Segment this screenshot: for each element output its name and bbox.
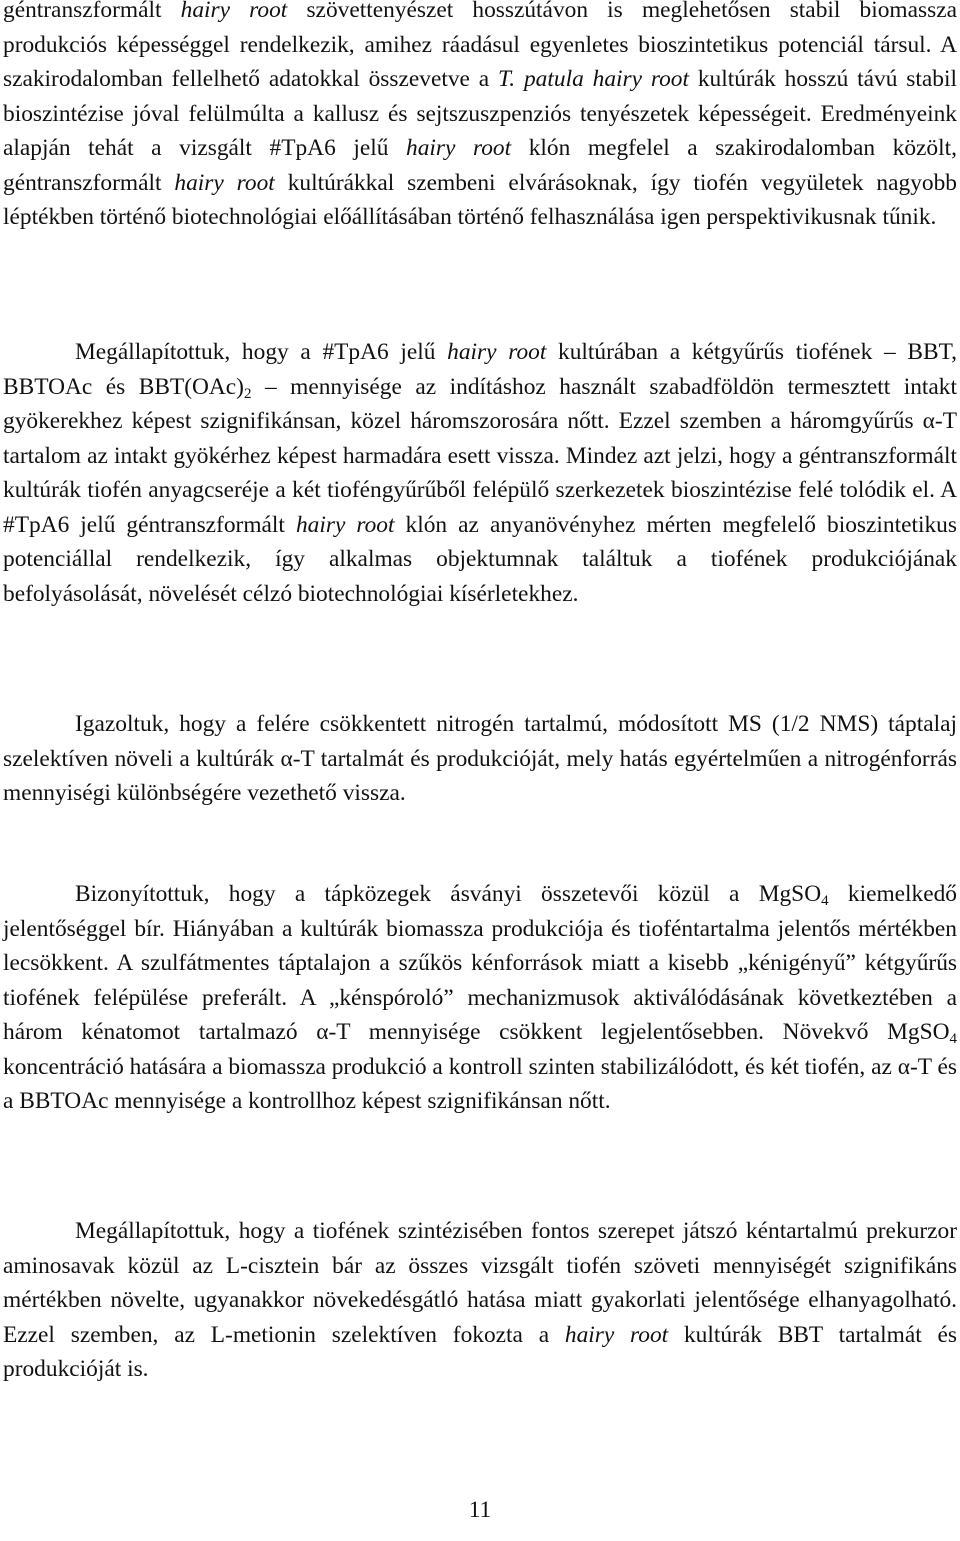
body-text: Igazoltuk, hogy a felére csökkentett nitrogén tartalmú, módosított MS (1/2 NMS) táptalaj szelektíven növeli a kultúrák α-T tartalmát és produkcióját, mely hatás egyértelműen a nitrogénforrás mennyiségi különbségére vezethető vissza. bbox=[3, 711, 957, 806]
paragraph-1 bbox=[3, 0, 957, 235]
body-text: Megállapítottuk, hogy a tiofének szintézisében fontos szerepet játszó kéntartalmú prekurzor aminosavak közül az L-cisztein bár az összes vizsgált tiofén szöveti mennyiségét szignifikáns mértékben növelte, ugyanakkor növekedésgátló hatása miatt gyakorlati jelentősége elhanyagolható. Ezzel szemben, az L-metionin szelektíven fokozta a bbox=[3, 1218, 957, 1348]
italic-text: hairy root bbox=[406, 135, 512, 161]
body-text: Megállapítottuk, hogy a #TpA6 jelű bbox=[75, 339, 448, 365]
body-text: kultúrák BBT tartalmát és produkcióját is. bbox=[3, 1321, 957, 1382]
page-number: 11 bbox=[468, 1497, 492, 1523]
body-text: klón megfelel a szakirodalomban közölt, géntranszformált bbox=[3, 135, 957, 196]
italic-text: hairy root bbox=[564, 1321, 669, 1348]
paragraph-4 bbox=[3, 877, 957, 1119]
italic-text: hairy root bbox=[180, 0, 288, 23]
body-text: kultúrák hosszú távú stabil bioszintézise jóval felülmúlta a kallusz és sejtszuszpenziós tenyészetek képességeit. Eredményeink alapján tehát a vizsgált #TpA6 jelű bbox=[3, 66, 957, 161]
italic-text: hairy root bbox=[174, 169, 275, 196]
paragraph-5 bbox=[3, 1214, 957, 1387]
paragraph-3 bbox=[3, 707, 957, 811]
body-text: kultúrákkal szembeni elvárásoknak, így tiofén vegyületek nagyobb léptékben történő biotechnológiai előállításában történő felhasználása igen perspektivikusnak tűnik. bbox=[3, 169, 957, 230]
body-text: szövettenyészet hosszútávon is meglehetősen stabil biomassza produkciós képességgel rendelkezik, amihez ráadásul egyenletes bioszintetikus potenciál társul. A szakirodalomban fellelhető adatokkal összevetve a bbox=[3, 0, 957, 92]
body-text: kiemelkedő jelentőséggel bír. Hiányában a kultúrák biomassza produkciója és tioféntartalma jelentős mértékben lecsökkent. A szulfátmentes táptalajon a szűkös kénforrások miatt a kisebb „kénigényű” kétgyűrűs tiofének felépülése preferált. A „kénspóroló” mechanizmusok aktiválódásának következtében a három kénatomot tartalmazó α-T mennyisége csökkent legjelentősebben. Növekvő MgSO bbox=[3, 881, 957, 1045]
italic-text: hairy root bbox=[447, 339, 547, 365]
body-text: Bizonyítottuk, hogy a tápközegek ásványi összetevői közül a MgSO bbox=[75, 881, 822, 907]
subscript-text: 4 bbox=[949, 1031, 957, 1047]
body-text: géntranszformált bbox=[3, 0, 181, 23]
subscript-text: 4 bbox=[821, 893, 829, 909]
italic-text: T. patula hairy root bbox=[498, 66, 689, 92]
subscript-text: 2 bbox=[243, 385, 252, 402]
italic-text: hairy root bbox=[295, 511, 395, 538]
body-text: klón az anyanövényhez mérten megfelelő bioszintetikus potenciállal rendelkezik, így alkalmas objektumnak találtuk a tiofének produkciójának befolyásolását, növelését célzó biotechnológiai kísérletekhez. bbox=[3, 511, 957, 607]
paragraph-2 bbox=[3, 335, 957, 611]
body-text: kultúrában a kétgyűrűs tiofének – BBT, BBTOAc és BBT(OAc) bbox=[3, 339, 957, 400]
body-text: koncentráció hatására a biomassza produkció a kontroll szinten stabilizálódott, és két tiofén, az α-T és a BBTOAc mennyisége a kontrollhoz képest szignifikánsan nőtt. bbox=[3, 1053, 958, 1114]
body-text: – mennyisége az indításhoz használt szabadföldön termesztett intakt gyökerekhez képest szignifikánsan, közel háromszorosára nőtt. Ezzel szemben a háromgyűrűs α-T tartalom az intakt gyökérhez képest harmadára esett vissza. Mindez azt jelzi, hogy a géntranszformált kultúrák tiofén anyagcseréje a két tioféngyűrűből felépülő szerkezetek bioszintézise felé tolódik el. A #TpA6 jelű géntranszformált bbox=[3, 373, 957, 538]
